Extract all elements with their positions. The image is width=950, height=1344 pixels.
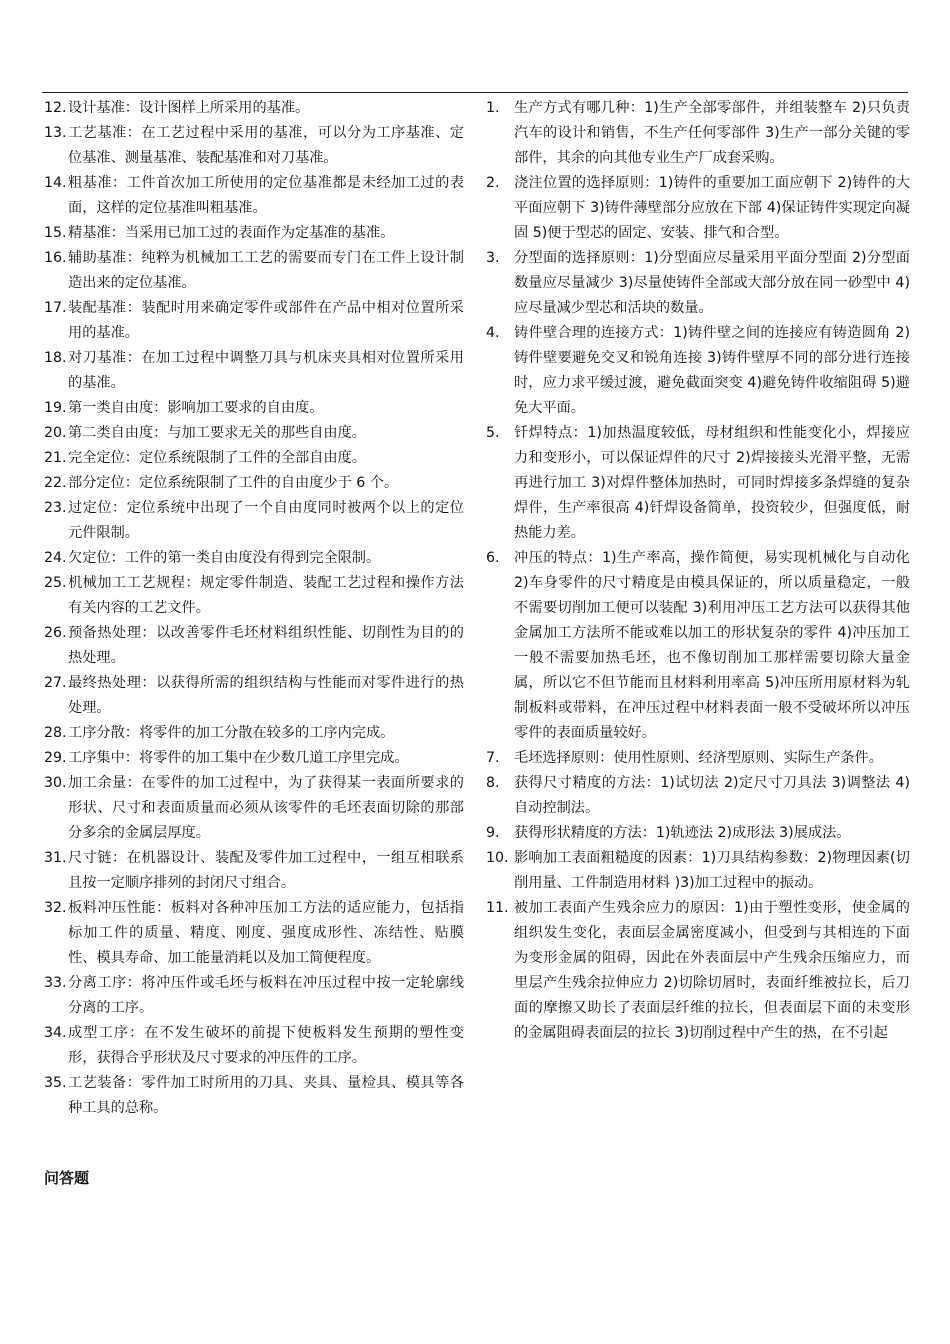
definition-item	[44, 621, 464, 671]
item-text: 尺寸链：在机器设计、装配及零件加工过程中，一组互相联系且按一定顺序排列的封闭尺寸组合。	[68, 850, 464, 891]
definition-item	[44, 1021, 464, 1071]
item-number: 22.	[44, 475, 67, 491]
definition-item	[44, 496, 464, 546]
definition-item	[44, 246, 464, 296]
top-rule	[42, 92, 908, 93]
item-text: 获得形状精度的方法：1)轨迹法 2)成形法 3)展成法。	[514, 825, 851, 841]
qa-item	[486, 821, 910, 846]
definition-item	[44, 296, 464, 346]
item-text: 被加工表面产生残余应力的原因：1)由于塑性变形，使金属的组织发生变化，表面层金属密度减小，但受到与其相连的下面为变形金属的阻碍，因此在外表面层中产生残余压缩应力，而里层产生残余拉伸应力 2)切除切屑时，表面纤维被拉长，后刀面的摩擦又助长了表面层纤维的拉长，但表面层下面的未变形的金属阻碍表面层的拉长 3)切削过程中产生的热，在不引起	[514, 900, 910, 1041]
item-number: 4.	[486, 325, 500, 341]
qa-item	[486, 96, 910, 171]
definition-item	[44, 1071, 464, 1121]
item-text: 成型工序：在不发生破坏的前提下使板料发生预期的塑性变形，获得合乎形状及尺寸要求的冲压件的工序。	[68, 1025, 464, 1066]
item-text: 完全定位：定位系统限制了工件的全部自由度。	[68, 450, 366, 466]
item-text: 机械加工工艺规程：规定零件制造、装配工艺过程和操作方法有关内容的工艺文件。	[68, 575, 464, 616]
item-number: 17.	[44, 300, 67, 316]
item-text: 铸件壁合理的连接方式：1)铸件壁之间的连接应有铸造圆角 2)铸件壁要避免交叉和锐角连接 3)铸件壁厚不同的部分进行连接时，应力求平缓过渡，避免截面突变 4)避免铸件收缩阻碍 5)避免大平面。	[514, 325, 910, 416]
definition-item	[44, 221, 464, 246]
item-number: 14.	[44, 175, 67, 191]
item-number: 27.	[44, 675, 67, 691]
item-number: 34.	[44, 1025, 67, 1041]
definitions-column	[44, 96, 464, 1121]
item-text: 过定位：定位系统中出现了一个自由度同时被两个以上的定位元件限制。	[68, 500, 464, 541]
definition-item	[44, 571, 464, 621]
item-text: 欠定位：工件的第一类自由度没有得到完全限制。	[68, 550, 381, 566]
item-number: 16.	[44, 250, 67, 266]
item-number: 31.	[44, 850, 67, 866]
definition-item	[44, 121, 464, 171]
definition-item	[44, 471, 464, 496]
qa-item	[486, 321, 910, 421]
item-number: 1.	[486, 100, 500, 116]
item-text: 加工余量：在零件的加工过程中，为了获得某一表面所要求的形状、尺寸和表面质量而必须从该零件的毛坯表面切除的那部分多余的金属层厚度。	[68, 775, 464, 841]
item-text: 工序集中：将零件的加工集中在少数几道工序里完成。	[68, 750, 409, 766]
definition-item	[44, 396, 464, 421]
item-number: 10.	[486, 850, 509, 866]
item-number: 26.	[44, 625, 67, 641]
item-text: 部分定位：定位系统限制了工件的自由度少于 6 个。	[68, 475, 399, 491]
item-text: 获得尺寸精度的方法：1)试切法 2)定尺寸刀具法 3)调整法 4)自动控制法。	[514, 775, 910, 816]
definition-item	[44, 671, 464, 721]
item-text: 分型面的选择原则：1)分型面应尽量采用平面分型面 2)分型面数量应尽量减少 3)尽量使铸件全部或大部分放在同一砂型中 4)应尽量减少型芯和活块的数量。	[514, 250, 910, 316]
qa-item	[486, 171, 910, 246]
item-text: 毛坯选择原则：使用性原则、经济型原则、实际生产条件。	[514, 750, 883, 766]
item-number: 9.	[486, 825, 500, 841]
qa-item	[486, 746, 910, 771]
qa-item	[486, 246, 910, 321]
definition-item	[44, 421, 464, 446]
item-text: 工艺装备：零件加工时所用的刀具、夹具、量检具、模具等各种工具的总称。	[68, 1075, 464, 1116]
item-number: 5.	[486, 425, 500, 441]
item-number: 3.	[486, 250, 500, 266]
section-title-qa: 问答题	[44, 1169, 90, 1187]
definition-item	[44, 896, 464, 971]
item-text: 设计基准：设计图样上所采用的基准。	[68, 100, 310, 116]
definition-item	[44, 171, 464, 221]
item-text: 浇注位置的选择原则：1)铸件的重要加工面应朝下 2)铸件的大平面应朝下 3)铸件薄壁部分应放在下部 4)保证铸件实现定向凝固 5)便于型芯的固定、安装、排气和合型。	[514, 175, 910, 241]
item-text: 生产方式有哪几种：1)生产全部零部件，并组装整车 2)只负责汽车的设计和销售，不生产任何零部件 3)生产一部分关键的零部件，其余的向其他专业生产厂成套采购。	[514, 100, 910, 166]
item-number: 19.	[44, 400, 67, 416]
qa-item	[486, 846, 910, 896]
item-text: 钎焊特点：1)加热温度较低，母材组织和性能变化小，焊接应力和变形小，可以保证焊件的尺寸 2)焊接接头光滑平整，无需再进行加工 3)对焊件整体加热时，可同时焊接多条焊缝的复杂焊件，生产率很高 4)钎焊设备简单，投资较少，但强度低，耐热能力差。	[514, 425, 910, 541]
item-text: 精基准：当采用已加工过的表面作为定基准的基准。	[68, 225, 395, 241]
qa-item	[486, 421, 910, 546]
item-text: 第一类自由度：影响加工要求的自由度。	[68, 400, 324, 416]
item-number: 12.	[44, 100, 67, 116]
item-number: 7.	[486, 750, 500, 766]
item-text: 装配基准：装配时用来确定零件或部件在产品中相对位置所采用的基准。	[68, 300, 464, 341]
item-number: 23.	[44, 500, 67, 516]
item-number: 8.	[486, 775, 500, 791]
item-text: 辅助基准：纯粹为机械加工工艺的需要而专门在工件上设计制造出来的定位基准。	[68, 250, 464, 291]
definition-item	[44, 721, 464, 746]
definition-item	[44, 846, 464, 896]
item-text: 影响加工表面粗糙度的因素：1)刀具结构参数：2)物理因素(切削用量、工件制造用材料 )3)加工过程中的振动。	[514, 850, 910, 891]
definition-item	[44, 971, 464, 1021]
item-text: 第二类自由度：与加工要求无关的那些自由度。	[68, 425, 366, 441]
qa-item	[486, 546, 910, 746]
item-number: 33.	[44, 975, 67, 991]
item-text: 分离工序：将冲压件或毛坯与板料在冲压过程中按一定轮廓线分离的工序。	[68, 975, 464, 1016]
qa-item	[486, 771, 910, 821]
definition-item	[44, 746, 464, 771]
item-number: 11.	[486, 900, 509, 916]
item-number: 13.	[44, 125, 67, 141]
item-text: 对刀基准：在加工过程中调整刀具与机床夹具相对位置所采用的基准。	[68, 350, 464, 391]
item-number: 24.	[44, 550, 67, 566]
qa-item	[486, 896, 910, 1046]
item-number: 20.	[44, 425, 67, 441]
item-text: 工序分散：将零件的加工分散在较多的工序内完成。	[68, 725, 395, 741]
item-number: 32.	[44, 900, 67, 916]
definition-item	[44, 346, 464, 396]
item-text: 冲压的特点：1)生产率高，操作简便，易实现机械化与自动化 2)车身零件的尺寸精度是由模具保证的，所以质量稳定，一般不需要切削加工便可以装配 3)利用冲压工艺方法可以获得其他金属加工方法所不能或难以加工的形状复杂的零件 4)冲压加工一般不需要加热毛坯，也不像切削加工那样需要切除大量金属，所以它不但节能而且材料利用率高 5)冲压所用原材料为轧制板料或带料，在冲压过程中材料表面一般不受破坏所以冲压零件的表面质量较好。	[514, 550, 910, 741]
item-number: 2.	[486, 175, 500, 191]
item-text: 粗基准：工件首次加工所使用的定位基准都是未经加工过的表面，这样的定位基准叫粗基准。	[68, 175, 464, 216]
item-number: 28.	[44, 725, 67, 741]
definition-item	[44, 96, 464, 121]
item-number: 35.	[44, 1075, 67, 1091]
item-number: 18.	[44, 350, 67, 366]
item-text: 板料冲压性能：板料对各种冲压加工方法的适应能力，包括指标加工件的质量、精度、刚度、强度成形性、冻结性、贴膜性、模具寿命、加工能量消耗以及加工简便程度。	[68, 900, 464, 966]
item-text: 预备热处理：以改善零件毛坯材料组织性能、切削性为目的的热处理。	[68, 625, 464, 666]
item-number: 15.	[44, 225, 67, 241]
item-number: 6.	[486, 550, 500, 566]
item-number: 25.	[44, 575, 67, 591]
definition-item	[44, 446, 464, 471]
item-text: 最终热处理：以获得所需的组织结构与性能而对零件进行的热处理。	[68, 675, 464, 716]
definition-item	[44, 771, 464, 846]
qa-column	[486, 96, 910, 1046]
item-number: 29.	[44, 750, 67, 766]
item-text: 工艺基准：在工艺过程中采用的基准，可以分为工序基准、定位基准、测量基准、装配基准和对刀基准。	[68, 125, 464, 166]
item-number: 30.	[44, 775, 67, 791]
item-number: 21.	[44, 450, 67, 466]
definition-item	[44, 546, 464, 571]
